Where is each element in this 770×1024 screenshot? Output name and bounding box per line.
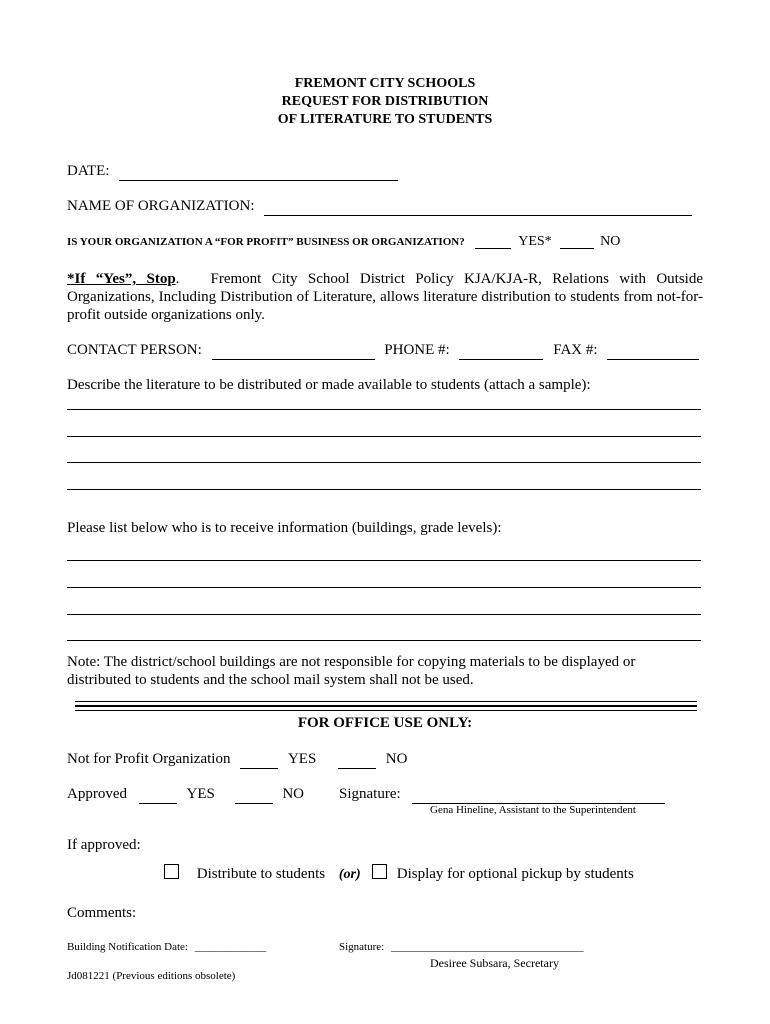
display-label: Display for optional pickup by students: [396, 866, 634, 882]
display-checkbox[interactable]: [372, 864, 387, 879]
org-name-field[interactable]: [264, 198, 692, 216]
form-title-line-1: FREMONT CITY SCHOOLS: [294, 76, 476, 91]
or-label: (or): [338, 867, 361, 882]
contact-person-field[interactable]: [212, 342, 375, 360]
receive-line-4[interactable]: [67, 640, 701, 641]
display-option[interactable]: [372, 864, 634, 883]
receive-line-2[interactable]: [67, 587, 701, 588]
footer-doc-code: Jd081221 (Previous editions obsolete): [67, 970, 236, 982]
nfp-yes-label: YES: [287, 751, 317, 767]
if-approved-label: If approved:: [67, 837, 141, 853]
signature-2-label: Signature:: [339, 941, 385, 953]
describe-label: Describe the literature to be distributed or made available to students (attach a sample):: [67, 377, 591, 393]
note-paragraph: Note: The district/school buildings are not responsible for copying materials to be displayed or distributed to students and the school mail system shall not be used.: [67, 654, 636, 688]
for-profit-no-label: NO: [600, 234, 621, 249]
signature-1-field[interactable]: [412, 786, 665, 804]
policy-text: Fremont City School District Policy KJA/KJA-R, Relations with Outside Organizations, Including Distribution of Literature, allows literature distribution to students from not-for-profit outside organizations only.: [67, 271, 703, 323]
signature-1-label: Signature:: [339, 786, 401, 802]
signer-2-name: Desiree Subsara, Secretary: [430, 956, 559, 970]
for-profit-yes-label: YES*: [518, 234, 552, 249]
describe-line-4[interactable]: [67, 489, 701, 490]
phone-field[interactable]: [459, 342, 543, 360]
nfp-row: [67, 751, 407, 769]
for-profit-no-blank[interactable]: [560, 236, 594, 249]
for-profit-question: IS YOUR ORGANIZATION A “FOR PROFIT” BUSINESS OR ORGANIZATION?: [67, 236, 465, 248]
distribute-option[interactable]: [164, 864, 361, 883]
form-title-line-3: OF LITERATURE TO STUDENTS: [277, 112, 493, 127]
receive-label: Please list below who is to receive information (buildings, grade levels):: [67, 520, 502, 536]
signature-2-field[interactable]: ___________________________________: [390, 941, 584, 953]
fax-label: FAX #:: [553, 342, 598, 358]
date-field[interactable]: [119, 163, 398, 181]
org-name-label: NAME OF ORGANIZATION:: [67, 198, 255, 214]
distribute-label: Distribute to students: [196, 866, 326, 882]
office-use-heading: FOR OFFICE USE ONLY:: [297, 715, 473, 731]
nfp-no-label: NO: [385, 751, 408, 767]
org-name-row: [67, 198, 692, 216]
comments-label: Comments:: [67, 905, 137, 921]
form-title-line-2: REQUEST FOR DISTRIBUTION: [281, 94, 489, 109]
approved-no-blank[interactable]: [235, 786, 273, 804]
for-profit-yes-blank[interactable]: [475, 236, 511, 249]
describe-line-3[interactable]: [67, 462, 701, 463]
approved-no-label: NO: [282, 786, 305, 802]
nfp-label: Not for Profit Organization: [67, 751, 231, 767]
nfp-no-blank[interactable]: [338, 751, 376, 769]
separator-line-2: [75, 705, 697, 707]
if-yes-stop: *If “Yes”, Stop: [67, 271, 176, 287]
describe-line-1[interactable]: [67, 409, 701, 410]
contact-row: [67, 342, 699, 360]
phone-label: PHONE #:: [384, 342, 450, 358]
date-row: [67, 163, 398, 181]
separator-line-3: [75, 710, 697, 711]
fax-field[interactable]: [607, 342, 699, 360]
approved-yes-blank[interactable]: [139, 786, 177, 804]
building-notification-row: [67, 941, 266, 953]
building-notification-label: Building Notification Date:: [67, 941, 188, 953]
building-notification-field[interactable]: _____________: [194, 941, 267, 953]
separator-line-1: [75, 701, 697, 702]
receive-line-1[interactable]: [67, 560, 701, 561]
nfp-yes-blank[interactable]: [240, 751, 278, 769]
approved-row: [67, 786, 304, 804]
signature-1-row: [339, 786, 665, 804]
receive-line-3[interactable]: [67, 614, 701, 615]
describe-line-2[interactable]: [67, 436, 701, 437]
policy-paragraph: *If “Yes”, Stop. Fremont City School District Policy KJA/KJA-R, Relations with Outside Organizations, Including Distribution of Literature, allows literature distribution to students from not-for-profit outside organizations only.: [67, 271, 703, 323]
distribute-checkbox[interactable]: [164, 864, 179, 879]
for-profit-row: [67, 234, 620, 250]
contact-person-label: CONTACT PERSON:: [67, 342, 202, 358]
approved-yes-label: YES: [186, 786, 215, 802]
signature-2-row: [339, 941, 583, 953]
approved-label: Approved: [67, 786, 127, 802]
date-label: DATE:: [67, 163, 110, 179]
signer-1-name: Gena Hineline, Assistant to the Superintendent: [430, 804, 636, 816]
